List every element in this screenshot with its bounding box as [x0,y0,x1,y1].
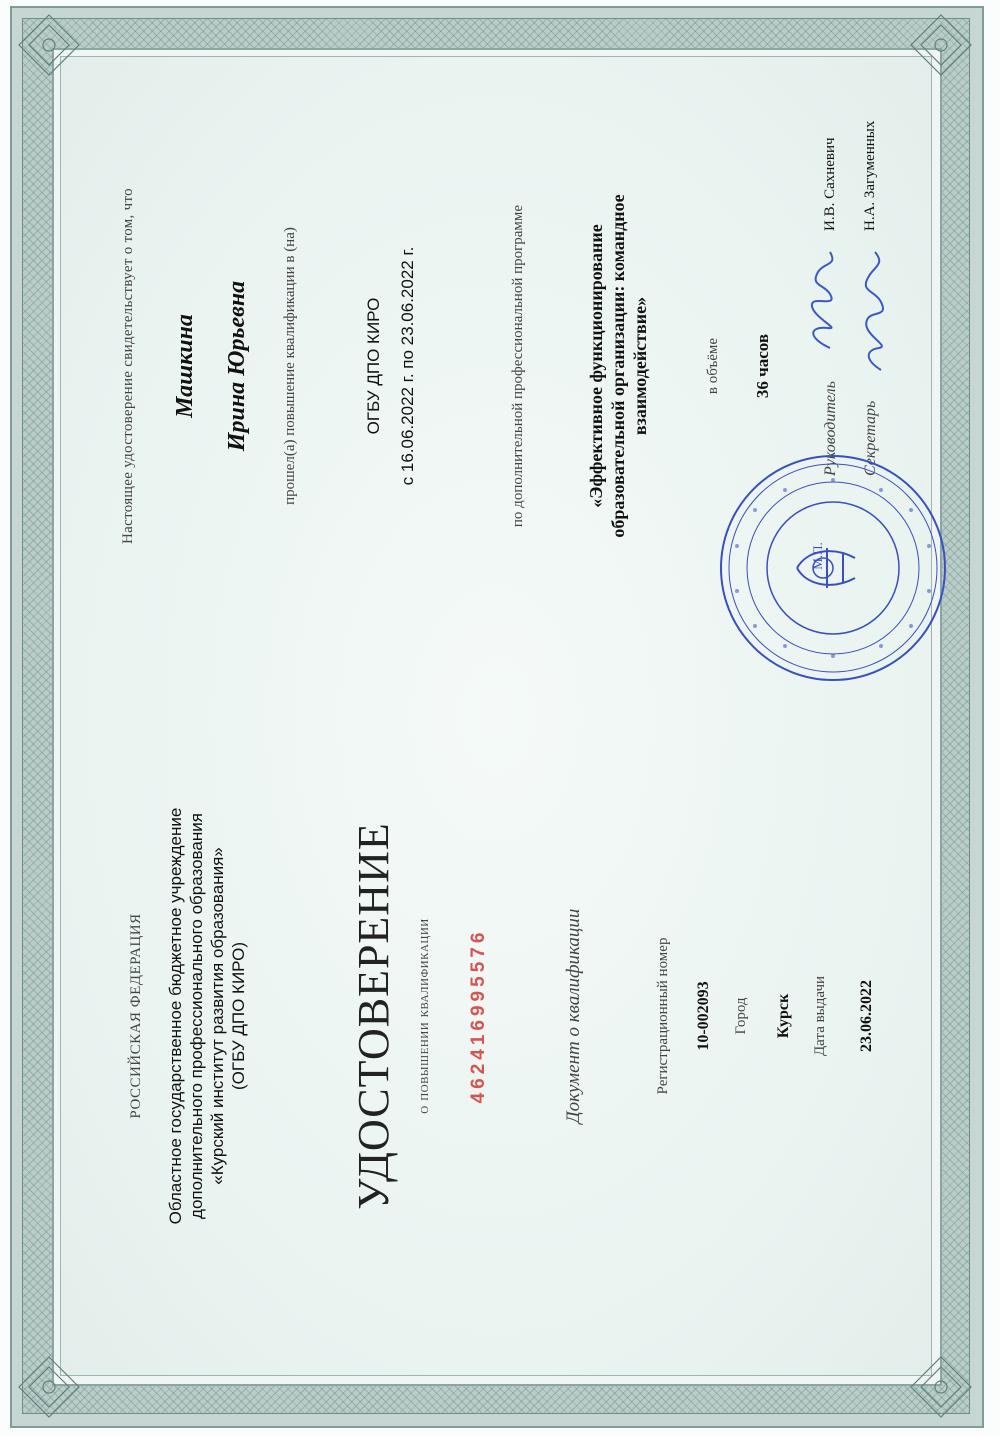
program-title [585,86,651,646]
holder-name: Ирина Юрьевна [224,280,250,452]
training-period: с 16.06.2022 г. по 23.06.2022 г. [398,246,417,486]
intro-text: Настоящее удостоверение свидетельствует о том, что [120,188,136,544]
reg-number-value: 10-002093 [695,981,712,1051]
org-line-4: (ОГБУ ДПО КИРО) [229,941,248,1091]
program-label: по дополнительной профессиональной программе [510,204,526,528]
issue-date-label: Дата выдачи [812,975,828,1057]
document-type: Документ о квалификации [563,908,584,1124]
volume-value: 36 часов [753,333,772,399]
secretary-role-label: Секретарь [862,400,879,476]
secretary-signature-icon [845,246,900,376]
institution-name: ОГБУ ДПО КИРО [364,297,383,435]
organization-name [165,676,249,1356]
serial-number: 462416995576 [468,928,489,1104]
head-signature-icon [800,246,850,356]
reg-number-label: Регистрационный номер [655,937,671,1095]
city-label: Город [733,997,749,1035]
org-line-3: «Курский институт развития образования» [208,847,227,1185]
program-line-2: образовательной организации: командное [608,194,628,538]
document-subtitle: о повышении квалификации [415,918,432,1114]
issue-date-value: 23.06.2022 [858,980,875,1052]
program-line-3: взаимодействие» [630,296,650,436]
document-title: УДОСТОВЕРЕНИЕ [349,822,398,1210]
program-line-1: «Эффективное функционирование [586,224,606,508]
org-line-1: Областное государственное бюджетное учреждение [166,807,185,1225]
stamp-mark: М.П. [810,542,825,570]
passed-training-text: прошел(а) повышение квалификации в (на) [282,227,298,505]
country-label: РОССИЙСКАЯ ФЕДЕРАЦИЯ [128,913,144,1119]
secretary-name: Н.А. Загуменных [862,120,878,231]
head-role-label: Руководитель [822,381,839,476]
holder-surname: Машкина [172,314,198,418]
official-stamp-icon [715,450,951,686]
org-line-2: дополнительного профессионального образования [187,813,206,1219]
city-value: Курск [775,993,792,1039]
volume-label: в объёме [705,337,721,395]
head-name: И.В. Сахневич [822,137,838,231]
